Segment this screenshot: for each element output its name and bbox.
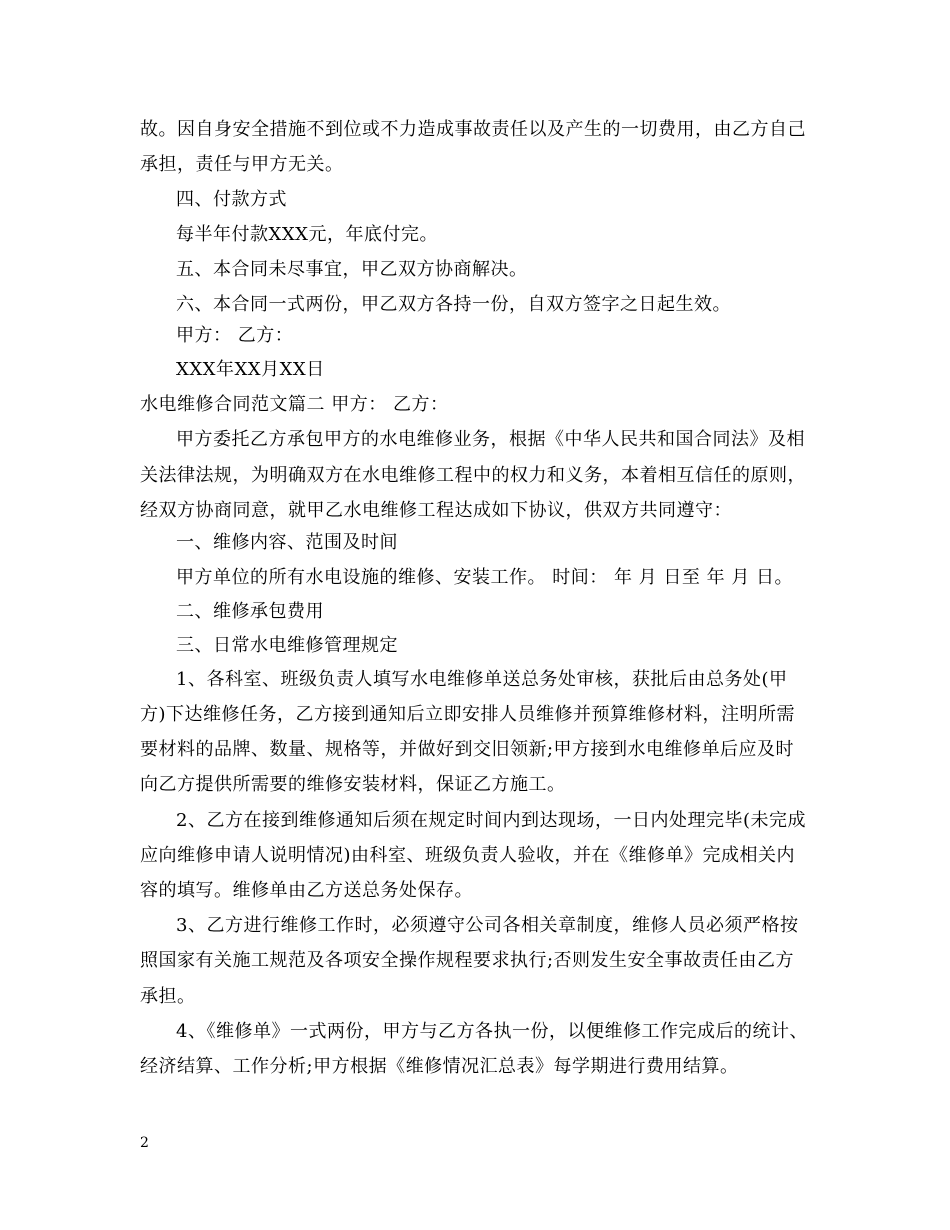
section-heading: 二、维修承包费用 <box>176 601 324 622</box>
text-line: 故。因自身安全措施不到位或不力造成事故责任以及产生的一切费用，由乙方自己 <box>140 119 806 140</box>
text-line: 经济结算、工作分析;甲方根据《维修情况汇总表》每学期进行费用结算。 <box>140 1056 739 1077</box>
signature-line: 甲方： 乙方： <box>176 325 294 346</box>
page-number: 2 <box>140 1135 149 1151</box>
text-line: 方)下达维修任务，乙方接到通知后立即安排人员维修并预算维修材料，注明所需 <box>140 704 796 725</box>
section-heading: 三、日常水电维修管理规定 <box>176 635 398 656</box>
text-line: 六、本合同一式两份，甲乙双方各持一份，自双方签字之日起生效。 <box>176 294 731 315</box>
section-heading: 四、付款方式 <box>176 189 287 210</box>
contract-title-line: 水电维修合同范文篇二 甲方： 乙方： <box>140 394 449 415</box>
text-line: 五、本合同未尽事宜，甲乙双方协商解决。 <box>176 259 528 280</box>
text-line: 承担，责任与甲方无关。 <box>140 154 344 175</box>
text-line: 甲方单位的所有水电设施的维修、安装工作。 时间： 年 月 日至 年 月 日。 <box>176 567 794 588</box>
date-line: XXX年XX月XX日 <box>176 359 325 380</box>
text-line: 每半年付款XXX元，年底付完。 <box>176 224 438 245</box>
text-line: 4、《维修单》一式两份，甲方与乙方各执一份，以便维修工作完成后的统计、 <box>176 1021 808 1042</box>
text-line: 甲方委托乙方承包甲方的水电维修业务，根据《中华人民共和国合同法》及相 <box>176 429 805 450</box>
text-line: 经双方协商同意，就甲乙水电维修工程达成如下协议，供双方共同遵守： <box>140 500 732 521</box>
text-line: 照国家有关施工规范及各项安全操作规程要求执行;否则发生安全事故责任由乙方 <box>140 950 795 971</box>
text-line: 1、各科室、班级负责人填写水电维修单送总务处审核，获批后由总务处(甲 <box>176 669 788 690</box>
section-heading: 一、维修内容、范围及时间 <box>176 532 398 553</box>
text-line: 要材料的品牌、数量、规格等，并做好到交旧领新;甲方接到水电维修单后应及时 <box>140 739 795 760</box>
text-line: 容的填写。维修单由乙方送总务处保存。 <box>140 880 473 901</box>
text-line: 承担。 <box>140 986 196 1007</box>
text-line: 向乙方提供所需要的维修安装材料，保证乙方施工。 <box>140 774 566 795</box>
text-line: 应向维修申请人说明情况)由科室、班级负责人验收，并在《维修单》完成相关内 <box>140 845 796 866</box>
text-line: 3、乙方进行维修工作时，必须遵守公司各相关章制度，维修人员必须严格按 <box>176 915 799 936</box>
text-line: 2、乙方在接到维修通知后须在规定时间内到达现场，一日内处理完毕(未完成 <box>176 810 806 831</box>
text-line: 关法律法规，为明确双方在水电维修工程中的权力和义务，本着相互信任的原则， <box>140 465 806 486</box>
